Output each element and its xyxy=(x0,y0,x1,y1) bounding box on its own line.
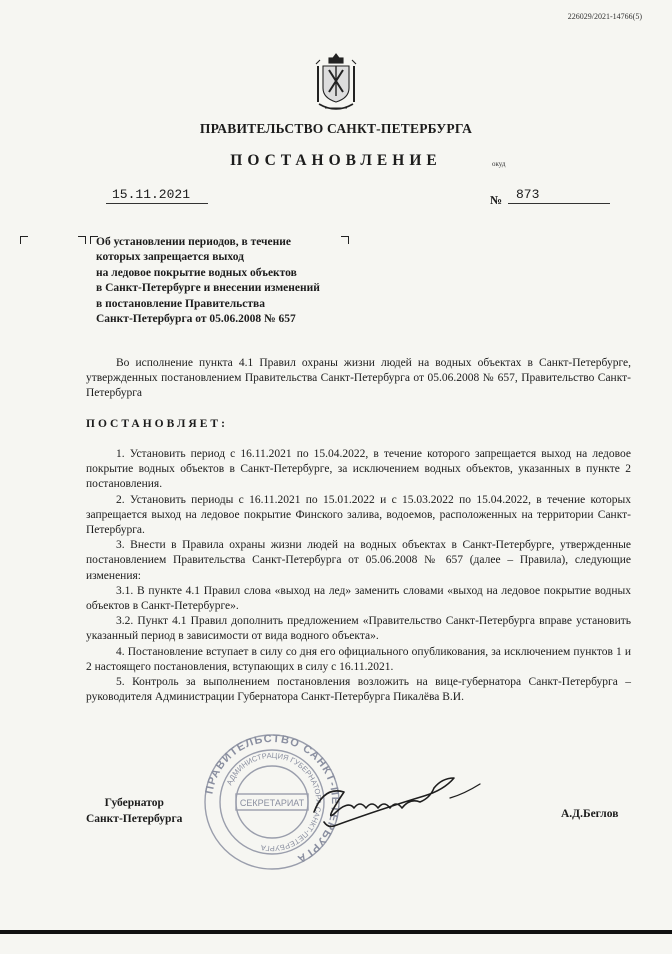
document-date: 15.11.2021 xyxy=(106,187,208,204)
decree-heading: ПОСТАНОВЛЯЕТ: xyxy=(86,418,228,430)
government-title: ПРАВИТЕЛЬСТВО САНКТ-ПЕТЕРБУРГА xyxy=(199,121,473,136)
bottom-scan-edge xyxy=(0,930,672,934)
paragraph: 1. Установить период с 16.11.2021 по 15.04.2022, в течение которого запрещается выход на ледовое покрытие водных объектов в Санкт-Петербурге, за исключением водных объектов, указанных в пункте 2 постановления. xyxy=(86,448,631,491)
okud-label: окуд xyxy=(492,160,506,168)
preamble-body: Во исполнение пункта 4.1 Правил охраны жизни людей на водных объектах в Санкт-Петербурге, утвержденных постановлением Правительства Санкт-Петербурга от 05.06.2008 № 657, Правительство Санкт-Петербурга xyxy=(86,357,631,400)
coat-of-arms-emblem xyxy=(315,52,357,114)
subject-line: на ледовое покрытие водных объектов xyxy=(96,266,297,279)
subject-line: в Санкт-Петербурге и внесении изменений xyxy=(96,282,320,295)
corner-mark xyxy=(20,236,28,244)
paragraph: 2. Установить периоды с 16.11.2021 по 15.01.2022 и с 15.03.2022 по 15.04.2022, в течение которых запрещается выход на ледовое покрытие Финского залива, водоемов, расположенных на территории Санкт-Петербурга. xyxy=(86,493,631,537)
paragraph: 5. Контроль за выполнением постановления возложить на вице-губернатора Санкт-Петербурга – руководителя Администрации Губернатора Санкт-Петербурга Пикалёва В.И. xyxy=(86,676,631,704)
number-sign: № xyxy=(490,193,503,207)
subject-line: Санкт-Петербурга от 05.06.2008 № 657 xyxy=(96,313,296,326)
stamp-outer-text: ПРАВИТЕЛЬСТВО САНКТ-ПЕТЕРБУРГА xyxy=(203,733,341,866)
signatory-name: А.Д.Беглов xyxy=(561,808,619,820)
document-subject xyxy=(96,235,396,327)
subject-line: в постановление Правительства xyxy=(96,297,265,310)
subject-line: Об установлении периодов, в течение xyxy=(96,236,291,248)
paragraph: 3.2. Пункт 4.1 Правил дополнить предложением «Правительство Санкт-Петербурга вправе установить указанный период в зависимости от вида водного объекта». xyxy=(86,615,631,643)
handwritten-signature xyxy=(300,770,510,840)
stamp-inner-text: АДМИНИСТРАЦИЯ ГУБЕРНАТОРА САНКТ-ПЕТЕРБУРГА xyxy=(224,750,324,854)
corner-mark xyxy=(78,236,86,244)
signatory-position-line: Губернатор xyxy=(104,797,164,809)
preamble-text xyxy=(86,356,631,402)
decree-body xyxy=(86,447,631,705)
signatory-position-line: Санкт-Петербурга xyxy=(86,813,183,825)
paragraph: 3. Внести в Правила охраны жизни людей на водных объектах в Санкт-Петербурге, утвержденные постановлением Правительства Санкт-Петербурга от 05.06.2008 № 657 (далее – Правила), следующие изменения: xyxy=(86,539,631,582)
stamp-center-text: СЕКРЕТАРИАТ xyxy=(239,798,305,808)
document-number: 873 xyxy=(508,187,610,204)
subject-line: которых запрещается выход xyxy=(96,251,244,264)
document-type-title: ПОСТАНОВЛЕНИЕ xyxy=(230,152,442,169)
paragraph: 4. Постановление вступает в силу со дня его официального опубликования, за исключением пунктов 1 и 2 настоящего постановления, вступающих в силу с 16.11.2021. xyxy=(86,645,631,673)
signatory-position xyxy=(86,795,182,827)
document-id: 226029/2021-14766(5) xyxy=(567,12,642,21)
paragraph: 3.1. В пункте 4.1 Правил слова «выход на лед» заменить словами «выход на ледовое покрытие водных объектов в Санкт-Петербурге». xyxy=(86,584,631,613)
